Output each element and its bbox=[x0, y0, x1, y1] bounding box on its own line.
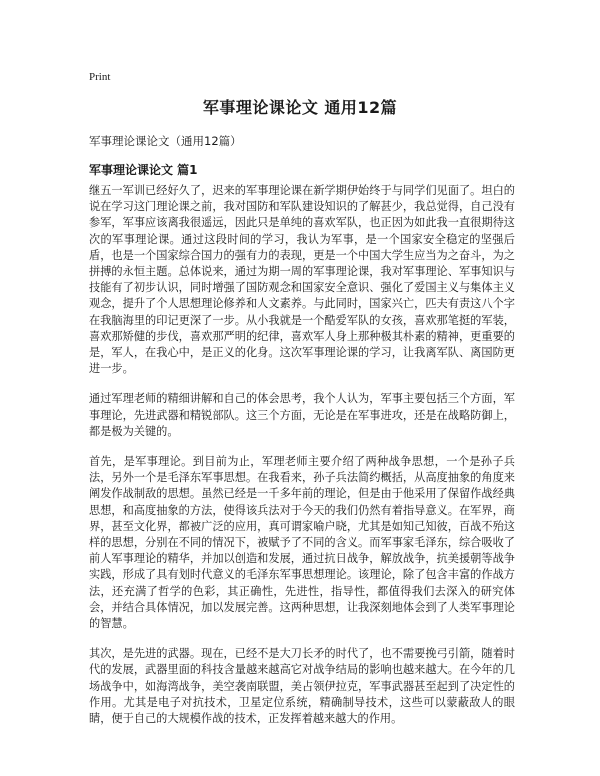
paragraph: 继五一军训已经好久了，迟来的军事理论课在新学期伊始终于与同学们见面了。坦白的说在学习这门理论课之前，我对国防和军队建设知识的了解甚少，我总觉得，自己没有参军，军事应该离我很遥远，因此只是单纯的喜欢军队，也正因为如此我一直很期待这次的军事理论课。通过这段时间的学习，我认为军事，是一个国家安全稳定的坚强后盾，也是一个国家综合国力的强有力的表现，更是一个中国大学生应当为之奋斗，为之拼搏的永恒主题。总体说来，通过为期一周的军事理论课，我对军事理论、军事知识与技能有了初步认识，同时增强了国防观念和国家安全意识、强化了爱国主义与集体主义观念，提升了个人思想理论修养和人文素养。与此同时，国家兴亡，匹夫有责这八个字在我脑海里的印记更深了一步。从小我就是一个酷爱军队的女孩，喜欢那笔挺的军装，喜欢那矫健的步伐，喜欢那严明的纪律，喜欢军人身上那种极其朴素的精神，更重要的是，军人，在我心中，是正义的化身。这次军事理论课的学习，让我离军队、离国防更进一步。 bbox=[89, 184, 515, 376]
document-body bbox=[89, 183, 515, 741]
section-heading: 军事理论课论文 篇1 bbox=[89, 163, 198, 177]
document-subtitle: 军事理论课论文（通用12篇） bbox=[89, 134, 242, 148]
paragraph: 通过军理老师的精细讲解和自己的体会思考，我个人认为，军事主要包括三个方面，军事理论，先进武器和精锐部队。这三个方面，无论是在军事进攻，还是在战略防御上，都是极为关键的。 bbox=[89, 392, 515, 438]
paragraph: 其次，是先进的武器。现在，已经不是大刀长矛的时代了，也不需要挽弓引箭，随着时代的发展，武器里面的科技含量越来越高它对战争结局的影响也越来越大。在今年的几场战争中，如海湾战争，美空袭南联盟，美占领伊拉克，军事武器甚至起到了决定性的作用。尤其是电子对抗技术，卫星定位系统，精确制导技术，这些可以蒙蔽敌人的眼睛，便于自己的大规模作战的技术，正发挥着越来越大的作用。 bbox=[89, 647, 515, 726]
page-title: 军事理论课论文 通用12篇 bbox=[202, 98, 398, 117]
print-link[interactable]: Print bbox=[89, 71, 111, 83]
paragraph: 首先，是军事理论。到目前为止，军理老师主要介绍了两种战争思想，一个是孙子兵法，另外一个是毛泽东军事思想。在我看来，孙子兵法简约概括，从高度抽象的角度来阐发作战制敌的思想。虽然已经是一千多年前的理论，但是由于他采用了保留作战经典思想，和高度抽象的方法，使得该兵法对于今天的我们仍然有着指导意义。在军界，商界，甚至文化界，都被广泛的应用，真可谓家喻户晓，尤其是如知己知彼，百战不殆这样的思想，分别在不同的情况下，被赋予了不同的含义。而军事家毛泽东，综合吸收了前人军事理论的精华，并加以创造和发展，通过抗日战争，解放战争，抗美援朝等战争实践，形成了具有划时代意义的毛泽东军事思想理论。该理论，除了包含丰富的作战方法，还充满了哲学的色彩，其正确性，先进性，指导性，都值得我们去深入的研究体会，并结合具体情况，加以发展完善。这两种思想，让我深刻地体会到了人类军事理论的智慧。 bbox=[89, 455, 515, 631]
